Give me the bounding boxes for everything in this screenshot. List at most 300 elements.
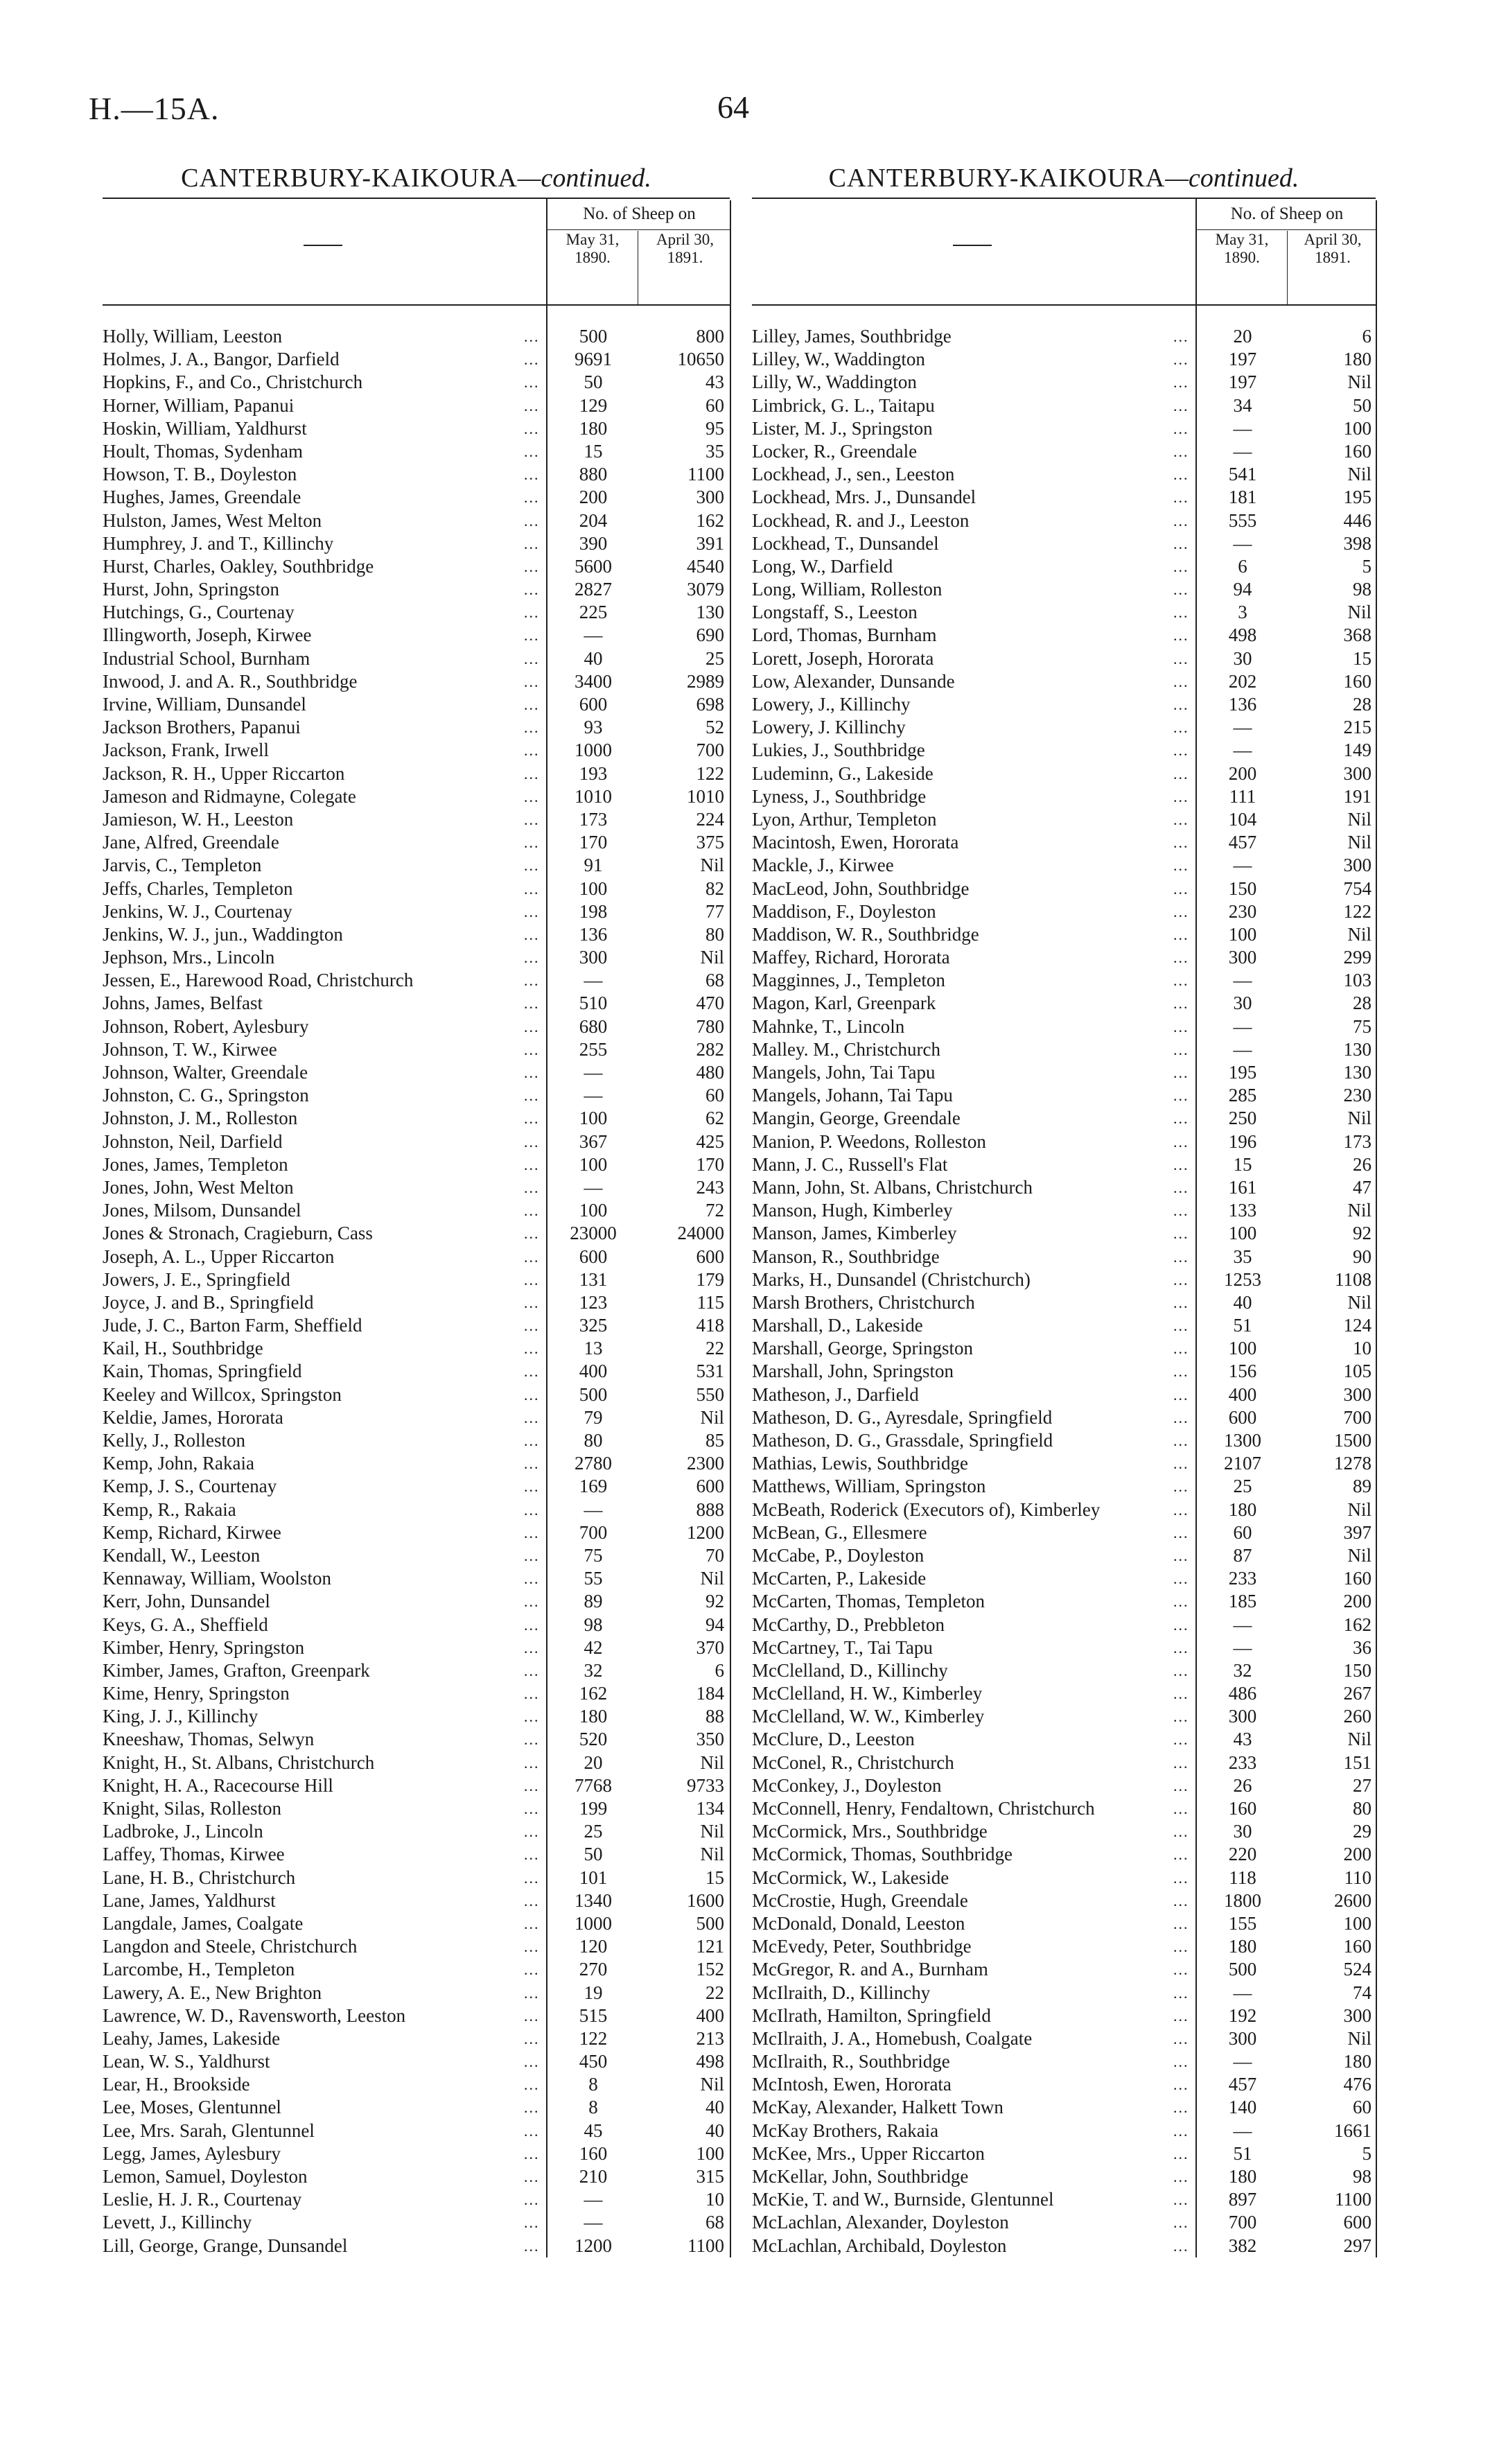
sheep-1890: 510 bbox=[579, 993, 608, 1014]
sheep-1890: — bbox=[1233, 2051, 1252, 2072]
owner-name: Mangin, George, Greendale bbox=[752, 1108, 961, 1129]
sheep-1890: 500 bbox=[579, 1383, 608, 1405]
leader-dots: ... bbox=[1173, 2122, 1189, 2140]
sheep-1891: 68 bbox=[705, 2212, 724, 2233]
leader-dots: ... bbox=[1173, 419, 1189, 437]
sheep-1890: — bbox=[584, 970, 603, 991]
leader-dots: ... bbox=[524, 604, 540, 622]
right-header-group bbox=[1195, 199, 1377, 304]
owner-name: Hulston, James, West Melton bbox=[103, 509, 322, 531]
owner-name: Johnson, Walter, Greendale bbox=[103, 1062, 308, 1083]
owner-name: Kemp, Richard, Kirwee bbox=[103, 1521, 281, 1543]
sheep-1891: 267 bbox=[1343, 1683, 1371, 1704]
table-row bbox=[752, 1728, 1376, 1751]
leader-dots: ... bbox=[1173, 1178, 1189, 1196]
leader-dots: ... bbox=[1173, 2076, 1189, 2094]
owner-name: Marshall, D., Lakeside bbox=[752, 1315, 923, 1336]
table-row bbox=[752, 1084, 1376, 1107]
sheep-1891: 299 bbox=[1343, 947, 1371, 968]
table-row bbox=[752, 739, 1376, 762]
owner-name: Jackson, Frank, Irwell bbox=[103, 740, 269, 761]
sheep-1891: 315 bbox=[696, 2166, 724, 2187]
leader-dots: ... bbox=[524, 466, 540, 484]
owner-name: McGregor, R. and A., Burnham bbox=[752, 1959, 988, 1980]
leader-dots: ... bbox=[1173, 1432, 1189, 1449]
owner-name: Johnston, J. M., Rolleston bbox=[103, 1108, 298, 1129]
owner-name: Magginnes, J., Templeton bbox=[752, 970, 945, 991]
table-row bbox=[103, 1360, 730, 1383]
owner-name: McIlrath, Hamilton, Springfield bbox=[752, 2004, 991, 2026]
owner-name: Johnston, Neil, Darfield bbox=[103, 1130, 283, 1152]
leader-dots: ... bbox=[1173, 902, 1189, 920]
sheep-1890: 136 bbox=[1228, 694, 1257, 715]
sheep-1891: 700 bbox=[1343, 1406, 1371, 1428]
table-row bbox=[103, 1705, 730, 1728]
sheep-1891: 80 bbox=[705, 923, 724, 945]
leader-dots: ... bbox=[1173, 328, 1189, 345]
owner-name: McClure, D., Leeston bbox=[752, 1729, 915, 1750]
sheep-1891: 29 bbox=[1353, 1821, 1371, 1842]
sheep-1891: 370 bbox=[696, 1636, 724, 1658]
owner-name: Lockhead, T., Dunsandel bbox=[752, 532, 939, 554]
leader-dots: ... bbox=[1173, 1270, 1189, 1288]
leader-dots: ... bbox=[524, 1800, 540, 1817]
owner-name: Lilley, W., Waddington bbox=[752, 349, 925, 370]
owner-name: Maddison, W. R., Southbridge bbox=[752, 923, 979, 945]
table-row bbox=[752, 1176, 1376, 1199]
owner-name: Horner, William, Papanui bbox=[103, 394, 295, 416]
leader-dots: ... bbox=[1173, 1685, 1189, 1703]
sheep-1890: 94 bbox=[1233, 579, 1252, 600]
leader-dots: ... bbox=[1173, 1087, 1189, 1105]
sheep-1891: Nil bbox=[1347, 832, 1371, 853]
owner-name: McKay Brothers, Rakaia bbox=[752, 2120, 939, 2141]
sheep-1890: 131 bbox=[579, 1268, 608, 1290]
owner-name: Jones, Milsom, Dunsandel bbox=[103, 1200, 301, 1221]
sheep-1891: 690 bbox=[696, 624, 724, 646]
leader-dots: ... bbox=[1173, 672, 1189, 690]
sheep-1890: 1010 bbox=[575, 785, 612, 807]
sheep-1891: 68 bbox=[705, 970, 724, 991]
leader-dots: ... bbox=[1173, 2168, 1189, 2185]
leader-dots: ... bbox=[524, 1661, 540, 1679]
sheep-1890: 300 bbox=[579, 947, 608, 968]
sheep-1891: 179 bbox=[696, 1268, 724, 1290]
leader-dots: ... bbox=[1173, 1155, 1189, 1173]
owner-name: McKellar, John, Southbridge bbox=[752, 2166, 969, 2187]
owner-name: Mann, J. C., Russell's Flat bbox=[752, 1153, 948, 1175]
owner-name: Jephson, Mrs., Lincoln bbox=[103, 947, 275, 968]
sheep-1890: 2107 bbox=[1224, 1453, 1261, 1474]
sheep-1891: 1100 bbox=[1335, 2189, 1371, 2210]
leader-dots: ... bbox=[524, 1225, 540, 1243]
sheep-1890: 1253 bbox=[1224, 1268, 1261, 1290]
left-heading-suffix: —continued. bbox=[517, 164, 651, 193]
owner-name: Lemon, Samuel, Doyleston bbox=[103, 2166, 308, 2187]
leader-dots: ... bbox=[524, 902, 540, 920]
leader-dots: ... bbox=[524, 1776, 540, 1794]
leader-dots: ... bbox=[524, 1914, 540, 1932]
leader-dots: ... bbox=[524, 557, 540, 575]
table-row bbox=[752, 1614, 1376, 1636]
sheep-1891: 888 bbox=[696, 1499, 724, 1520]
owner-name: Kain, Thomas, Springfield bbox=[103, 1361, 302, 1382]
owner-name: McConnell, Henry, Fendaltown, Christchurch bbox=[752, 1798, 1095, 1819]
sheep-1890: 515 bbox=[579, 2004, 608, 2026]
sheep-1890: 2780 bbox=[575, 1453, 612, 1474]
table-row bbox=[752, 1682, 1376, 1705]
owner-name: Laffey, Thomas, Kirwee bbox=[103, 1844, 285, 1865]
table-row bbox=[752, 946, 1376, 969]
table-row bbox=[752, 716, 1376, 739]
owner-name: Matheson, D. G., Ayresdale, Springfield bbox=[752, 1406, 1053, 1428]
leader-dots: ... bbox=[1173, 581, 1189, 599]
sheep-1891: 47 bbox=[1353, 1176, 1371, 1198]
table-row bbox=[752, 578, 1376, 601]
sheep-1890: 5600 bbox=[575, 555, 612, 577]
sheep-1891: 531 bbox=[696, 1361, 724, 1382]
owner-name: Langdon and Steele, Christchurch bbox=[103, 1936, 358, 1957]
owner-name: Lowery, J. Killinchy bbox=[752, 717, 906, 738]
owner-name: McCrostie, Hugh, Greendale bbox=[752, 1889, 968, 1911]
sheep-1890: 35 bbox=[1233, 1246, 1252, 1267]
table-row bbox=[103, 946, 730, 969]
owner-name: Lee, Moses, Glentunnel bbox=[103, 2097, 281, 2118]
owner-name: Mann, John, St. Albans, Christchurch bbox=[752, 1176, 1033, 1198]
leader-dots: ... bbox=[524, 2237, 540, 2255]
sheep-1891: 52 bbox=[705, 717, 724, 738]
table-row bbox=[103, 1751, 730, 1774]
sheep-1891: 160 bbox=[1343, 1568, 1371, 1589]
sheep-1890: 155 bbox=[1228, 1912, 1257, 1934]
leader-dots: ... bbox=[524, 1455, 540, 1473]
sheep-1891: 195 bbox=[1343, 487, 1371, 508]
leader-dots: ... bbox=[1173, 1501, 1189, 1519]
owner-name: Low, Alexander, Dunsande bbox=[752, 670, 955, 692]
sheep-1890: 140 bbox=[1228, 2097, 1257, 2118]
sheep-1890: 30 bbox=[1233, 993, 1252, 1014]
sheep-1891: 122 bbox=[1343, 900, 1371, 922]
leader-dots: ... bbox=[524, 1248, 540, 1266]
sheep-1890: 87 bbox=[1233, 1544, 1252, 1566]
leader-dots: ... bbox=[524, 880, 540, 898]
owner-name: Leahy, James, Lakeside bbox=[103, 2027, 281, 2049]
leader-dots: ... bbox=[524, 512, 540, 530]
sheep-1891: 2600 bbox=[1334, 1889, 1371, 1911]
leader-dots: ... bbox=[1173, 1455, 1189, 1473]
owner-name: Maffey, Richard, Hororata bbox=[752, 947, 950, 968]
sheep-1891: 600 bbox=[1343, 2212, 1371, 2233]
leader-dots: ... bbox=[1173, 1800, 1189, 1817]
sheep-1890: 150 bbox=[1228, 877, 1257, 899]
sheep-1890: 700 bbox=[1228, 2212, 1257, 2233]
right-table-body bbox=[752, 325, 1376, 2257]
owner-name: Knight, H., St. Albans, Christchurch bbox=[103, 1751, 375, 1773]
owner-name: Howson, T. B., Doyleston bbox=[103, 464, 297, 485]
leader-dots: ... bbox=[524, 1340, 540, 1358]
sheep-1891: 476 bbox=[1343, 2074, 1371, 2095]
leader-dots: ... bbox=[1173, 396, 1189, 414]
leader-dots: ... bbox=[524, 764, 540, 783]
sheep-1890: 100 bbox=[1228, 923, 1257, 945]
leader-dots: ... bbox=[1173, 2237, 1189, 2255]
leader-dots: ... bbox=[1173, 1616, 1189, 1634]
sheep-1891: 124 bbox=[1343, 1315, 1371, 1336]
sheep-1890: 285 bbox=[1228, 1085, 1257, 1106]
table-row bbox=[103, 2050, 730, 2073]
owner-name: Marshall, John, Springston bbox=[752, 1361, 954, 1382]
owner-name: Maddison, F., Doyleston bbox=[752, 900, 936, 922]
leader-dots: ... bbox=[1173, 834, 1189, 852]
sheep-1890: 180 bbox=[579, 1706, 608, 1727]
sheep-1891: 85 bbox=[705, 1430, 724, 1451]
sheep-1890: 250 bbox=[1228, 1108, 1257, 1129]
owner-name: Lyon, Arthur, Templeton bbox=[752, 808, 937, 830]
owner-name: Leslie, H. J. R., Courtenay bbox=[103, 2189, 302, 2210]
sheep-1890: 98 bbox=[584, 1614, 603, 1635]
leader-dots: ... bbox=[524, 742, 540, 760]
right-date2-line1: April 30, bbox=[1304, 231, 1362, 248]
sheep-1890: 541 bbox=[1228, 464, 1257, 485]
right-heading-title: CANTERBURY-KAIKOURA bbox=[828, 164, 1166, 193]
sheep-1890: 400 bbox=[579, 1361, 608, 1382]
owner-name: McClelland, D., Killinchy bbox=[752, 1659, 948, 1681]
table-row bbox=[103, 1912, 730, 1935]
sheep-1890: 520 bbox=[579, 1729, 608, 1750]
table-row bbox=[752, 1705, 1376, 1728]
left-column bbox=[103, 163, 730, 2257]
leader-dots: ... bbox=[1173, 1202, 1189, 1220]
sheep-1890: 200 bbox=[579, 487, 608, 508]
sheep-1891: Nil bbox=[700, 1406, 724, 1428]
sheep-1890: 233 bbox=[1228, 1751, 1257, 1773]
leader-dots: ... bbox=[524, 1546, 540, 1564]
sheep-1890: 1800 bbox=[1224, 1889, 1261, 1911]
sheep-1891: Nil bbox=[1347, 2027, 1371, 2049]
table-row bbox=[103, 1153, 730, 1176]
owner-name: McLachlan, Alexander, Doyleston bbox=[752, 2212, 1009, 2233]
sheep-1891: Nil bbox=[700, 855, 724, 876]
sheep-1890: 225 bbox=[579, 602, 608, 623]
sheep-1891: 397 bbox=[1343, 1521, 1371, 1543]
owner-name: Mackle, J., Kirwee bbox=[752, 855, 894, 876]
sheep-1891: 110 bbox=[1344, 1867, 1371, 1888]
sheep-1891: 70 bbox=[705, 1544, 724, 1566]
sheep-1890: 193 bbox=[579, 762, 608, 784]
table-row bbox=[103, 1038, 730, 1061]
sheep-1890: 20 bbox=[1233, 326, 1252, 347]
sheep-1891: Nil bbox=[1347, 1200, 1371, 1221]
leader-dots: ... bbox=[1173, 787, 1189, 805]
leader-dots: ... bbox=[1173, 1386, 1189, 1404]
table-row bbox=[752, 992, 1376, 1015]
sheep-1891: 100 bbox=[696, 2142, 724, 2164]
table-row bbox=[752, 923, 1376, 946]
sheep-1891: Nil bbox=[1347, 923, 1371, 945]
leader-dots: ... bbox=[524, 374, 540, 392]
sheep-1891: 180 bbox=[1343, 349, 1371, 370]
owner-name: Manson, R., Southbridge bbox=[752, 1246, 940, 1267]
owner-name: Langdale, James, Coalgate bbox=[103, 1912, 304, 1934]
sheep-1891: 89 bbox=[1353, 1476, 1371, 1497]
owner-name: McCartney, T., Tai Tapu bbox=[752, 1636, 933, 1658]
sheep-1891: 15 bbox=[705, 1867, 724, 1888]
owner-name: McCarthy, D., Prebbleton bbox=[752, 1614, 945, 1635]
sheep-1890: 195 bbox=[1228, 1062, 1257, 1083]
sheep-1890: 51 bbox=[1233, 2142, 1252, 2164]
sheep-1891: 77 bbox=[705, 900, 724, 922]
sheep-1890: 100 bbox=[1228, 1223, 1257, 1244]
leader-dots: ... bbox=[1173, 1823, 1189, 1841]
sheep-1891: 130 bbox=[1343, 1038, 1371, 1060]
sheep-1891: 400 bbox=[696, 2004, 724, 2026]
sheep-1891: 150 bbox=[1343, 1659, 1371, 1681]
sheep-1890: — bbox=[1233, 1038, 1252, 1060]
sheep-1890: 100 bbox=[579, 1108, 608, 1129]
owner-name: Long, W., Darfield bbox=[752, 555, 893, 577]
leader-dots: ... bbox=[524, 696, 540, 713]
table-row bbox=[752, 1912, 1376, 1935]
sheep-1890: 20 bbox=[584, 1751, 603, 1773]
leader-dots: ... bbox=[1173, 1408, 1189, 1426]
table-row bbox=[103, 1958, 730, 1981]
sheep-1891: Nil bbox=[1347, 1544, 1371, 1566]
owner-name: Ludeminn, G., Lakeside bbox=[752, 762, 934, 784]
sheep-1890: — bbox=[584, 1499, 603, 1520]
left-header-date2 bbox=[638, 231, 732, 304]
page-number: 64 bbox=[717, 89, 749, 125]
owner-name: Lister, M. J., Springston bbox=[752, 417, 933, 439]
owner-name: Kemp, John, Rakaia bbox=[103, 1453, 254, 1474]
leader-dots: ... bbox=[1173, 1846, 1189, 1864]
sheep-1891: 4540 bbox=[687, 555, 724, 577]
sheep-1891: 60 bbox=[705, 1085, 724, 1106]
sheep-1890: 457 bbox=[1228, 832, 1257, 853]
leader-dots: ... bbox=[524, 1523, 540, 1541]
sheep-1891: 72 bbox=[705, 1200, 724, 1221]
owner-name: Long, William, Rolleston bbox=[752, 579, 943, 600]
sheep-1890: 15 bbox=[1233, 1153, 1252, 1175]
leader-dots: ... bbox=[524, 1570, 540, 1588]
sheep-1890: 1300 bbox=[1224, 1430, 1261, 1451]
sheep-1891: 300 bbox=[696, 487, 724, 508]
leader-dots: ... bbox=[524, 1708, 540, 1726]
owner-name: Jackson Brothers, Papanui bbox=[103, 717, 301, 738]
sheep-1891: 300 bbox=[1343, 2004, 1371, 2026]
leader-dots: ... bbox=[1173, 2053, 1189, 2071]
owner-name: McCabe, P., Doyleston bbox=[752, 1544, 924, 1566]
owner-name: Manson, Hugh, Kimberley bbox=[752, 1200, 953, 1221]
table-row bbox=[103, 739, 730, 762]
table-row bbox=[752, 2096, 1376, 2119]
sheep-1891: 92 bbox=[705, 1591, 724, 1612]
leader-dots: ... bbox=[524, 1869, 540, 1887]
table-row bbox=[103, 1084, 730, 1107]
owner-name: Mangels, Johann, Tai Tapu bbox=[752, 1085, 953, 1106]
right-column bbox=[752, 163, 1376, 2257]
sheep-1891: 180 bbox=[1343, 2051, 1371, 2072]
owner-name: Johns, James, Belfast bbox=[103, 993, 263, 1014]
table-row bbox=[103, 1636, 730, 1659]
sheep-1890: 55 bbox=[584, 1568, 603, 1589]
sheep-1890: 43 bbox=[1233, 1729, 1252, 1750]
sheep-1891: 15 bbox=[1353, 647, 1371, 669]
sheep-1891: 22 bbox=[705, 1338, 724, 1359]
table-row bbox=[103, 647, 730, 670]
owner-name: Kemp, J. S., Courtenay bbox=[103, 1476, 277, 1497]
sheep-1891: 200 bbox=[1343, 1844, 1371, 1865]
owner-name: Lockhead, R. and J., Leeston bbox=[752, 509, 970, 531]
leader-dots: ... bbox=[1173, 1363, 1189, 1381]
leader-dots: ... bbox=[1173, 949, 1189, 967]
owner-name: McDonald, Donald, Leeston bbox=[752, 1912, 965, 1934]
owner-name: Keys, G. A., Sheffield bbox=[103, 1614, 268, 1635]
leader-dots: ... bbox=[1173, 995, 1189, 1013]
sheep-1891: 36 bbox=[1353, 1636, 1371, 1658]
owner-name: Industrial School, Burnham bbox=[103, 647, 310, 669]
leader-dots: ... bbox=[524, 787, 540, 805]
sheep-1890: 9691 bbox=[575, 349, 612, 370]
owner-name: Jenkins, W. J., jun., Waddington bbox=[103, 923, 343, 945]
sheep-1890: 161 bbox=[1228, 1176, 1257, 1198]
leader-dots: ... bbox=[1173, 1776, 1189, 1794]
owner-name: Lorett, Joseph, Hororata bbox=[752, 647, 934, 669]
left-table-body bbox=[103, 325, 730, 2257]
sheep-1891: 297 bbox=[1343, 2235, 1371, 2256]
leader-dots: ... bbox=[1173, 1293, 1189, 1311]
sheep-1891: 5 bbox=[1362, 2142, 1371, 2164]
sheep-1891: 50 bbox=[1353, 394, 1371, 416]
table-row bbox=[752, 785, 1376, 808]
sheep-1891: 754 bbox=[1343, 877, 1371, 899]
owner-name: Manion, P. Weedons, Rolleston bbox=[752, 1130, 986, 1152]
leader-dots: ... bbox=[524, 1040, 540, 1058]
sheep-1891: 800 bbox=[696, 326, 724, 347]
table-row bbox=[752, 394, 1376, 417]
table-row bbox=[103, 808, 730, 831]
table-row bbox=[103, 578, 730, 601]
leader-dots: ... bbox=[524, 1593, 540, 1611]
leader-dots: ... bbox=[524, 1846, 540, 1864]
table-row bbox=[752, 1246, 1376, 1268]
sheep-1891: 160 bbox=[1343, 440, 1371, 462]
owner-name: McBeath, Roderick (Executors of), Kimberley bbox=[752, 1499, 1101, 1520]
table-row bbox=[752, 2165, 1376, 2188]
sheep-1890: 382 bbox=[1228, 2235, 1257, 2256]
sheep-1890: 180 bbox=[1228, 2166, 1257, 2187]
sheep-1890: — bbox=[584, 1176, 603, 1198]
sheep-1890: 192 bbox=[1228, 2004, 1257, 2026]
leader-dots: ... bbox=[524, 2191, 540, 2209]
leader-dots: ... bbox=[524, 2144, 540, 2162]
sheep-1890: 680 bbox=[579, 1015, 608, 1037]
table-row bbox=[103, 509, 730, 532]
sheep-1891: 6 bbox=[715, 1659, 724, 1681]
table-row bbox=[752, 2050, 1376, 2073]
leader-dots: ... bbox=[524, 1202, 540, 1220]
sheep-1890: 100 bbox=[1228, 1338, 1257, 1359]
owner-name: McIlraith, D., Killinchy bbox=[752, 1982, 931, 2003]
table-row bbox=[752, 463, 1376, 486]
sheep-1890: — bbox=[1233, 970, 1252, 991]
table-row bbox=[103, 601, 730, 624]
owner-name: McCormick, Mrs., Southbridge bbox=[752, 1821, 988, 1842]
table-row bbox=[752, 348, 1376, 371]
owner-name: McCarten, Thomas, Templeton bbox=[752, 1591, 985, 1612]
table-row bbox=[103, 1935, 730, 1958]
leader-dots: ... bbox=[1173, 1639, 1189, 1657]
sheep-1890: 450 bbox=[579, 2051, 608, 2072]
